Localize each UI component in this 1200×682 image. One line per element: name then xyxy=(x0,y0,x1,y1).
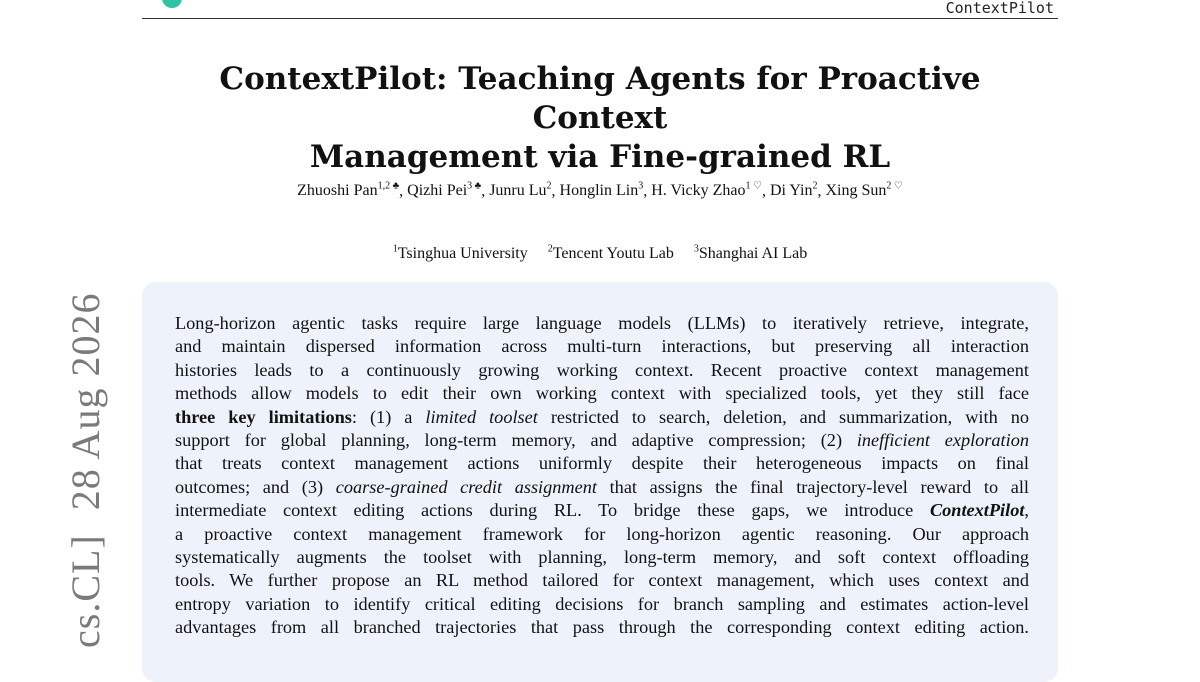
affiliation: $^3$Shanghai AI Lab xyxy=(693,244,808,263)
author: Xing Sun$^{2 ♡}$ xyxy=(825,181,903,200)
affiliation: $^1$Tsinghua University xyxy=(392,244,528,263)
author: Zhuoshi Pan$^{1,2 ♣}$ xyxy=(297,181,400,200)
paper-title xyxy=(150,60,1050,177)
author: Honglin Lin$^3$ xyxy=(559,181,644,200)
title-line-2: Management via Fine-grained RL xyxy=(309,139,891,175)
author-list: Zhuoshi Pan$^{1,2 ♣}$, Qizhi Pei$^{3 ♣}$, Junru Lu$^2$, Honglin Lin$^3$, H. Vicky Zhao$^{1 ♡}$, Di Yin$^2$, Xing Sun$^{2 ♡}$ xyxy=(297,181,903,200)
author: Di Yin$^2$ xyxy=(769,181,818,200)
running-head-text: ContextPilot xyxy=(945,0,1054,17)
abstract-text: Long-horizon agentic tasks require large language models (LLMs) to iteratively retrieve, integrate, and maintain dispersed information across multi-turn interactions, but preserving all interaction histories leads to a continuously growing working context. Recent proactive context management methods allow models to edit their own working context with specialized tools, yet they still face three key limitations: (1) a limited toolset restricted to search, deletion, and summarization, with no support for global planning, long-term memory, and adaptive compression; (2) inefficient exploration that treats context management actions uniformly despite their heterogeneous impacts on final outcomes; and (3) coarse-grained credit assignment that assigns the final trajectory-level reward to all intermediate context editing actions during RL. To bridge these gaps, we introduce ContextPilot, a proactive context management framework for long-horizon agentic reasoning. Our approach systematically augments the toolset with planning, long-term memory, and soft context offloading tools. We further propose an RL method tailored for context management, which uses context and entropy variation to identify critical editing decisions for branch sampling and estimates action-level advantages from all branched trajectories that pass through the corresponding context editing action. xyxy=(175,313,1029,638)
affiliation-list xyxy=(200,239,1000,265)
arxiv-category: cs.CL] xyxy=(63,534,108,648)
author: Junru Lu$^2$ xyxy=(489,181,552,200)
author: H. Vicky Zhao$^{1 ♡}$ xyxy=(651,181,762,200)
arxiv-stamp xyxy=(62,293,109,648)
arxiv-date: 28 Aug 2026 xyxy=(63,292,108,511)
title-line-1: ContextPilot: Teaching Agents for Proactive Context xyxy=(219,61,981,136)
author: Qizhi Pei$^{3 ♣}$ xyxy=(407,181,482,200)
affiliation: $^2$Tencent Youtu Lab xyxy=(547,244,674,263)
running-head xyxy=(142,0,1058,19)
